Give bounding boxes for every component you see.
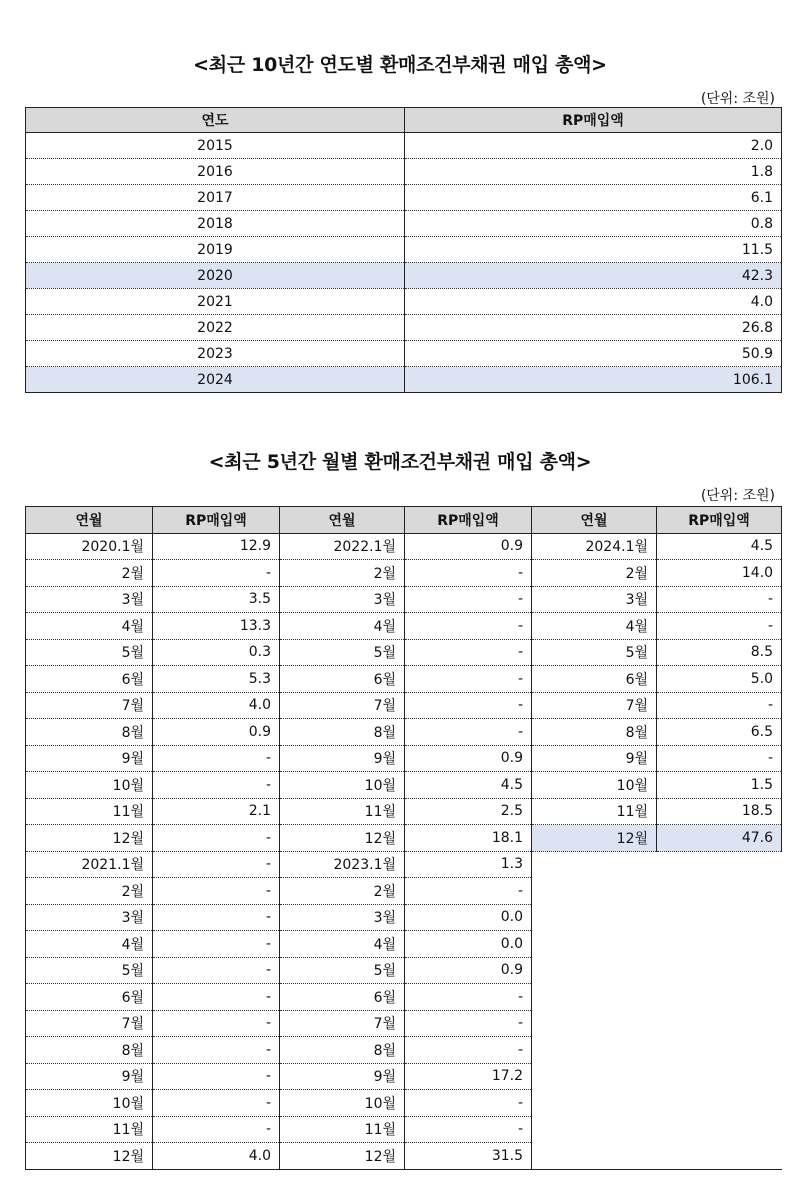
empty-cell [532, 1116, 657, 1143]
amount-cell: 1.8 [405, 159, 782, 185]
amount-cell: 2.1 [153, 798, 280, 825]
amount-cell: - [405, 984, 532, 1011]
table-row [26, 639, 782, 666]
month-cell: 4월 [26, 613, 153, 640]
table-row [26, 1090, 782, 1117]
month-cell: 2월 [26, 878, 153, 905]
amount-cell: 6.5 [657, 719, 782, 746]
amount-cell: - [153, 1010, 280, 1037]
table-row [26, 772, 782, 799]
amount-cell: 0.9 [405, 533, 532, 560]
amount-cell: - [405, 692, 532, 719]
month-cell: 3월 [26, 904, 153, 931]
amount-cell: 2.5 [405, 798, 532, 825]
empty-cell [657, 1010, 782, 1037]
column-header-amount: RP매입액 [405, 108, 782, 133]
empty-cell [657, 851, 782, 878]
month-cell: 10월 [280, 1090, 405, 1117]
amount-cell: - [405, 666, 532, 693]
month-cell: 12월 [280, 825, 405, 852]
table-row [26, 904, 782, 931]
empty-cell [657, 957, 782, 984]
month-cell: 6월 [532, 666, 657, 693]
month-cell: 5월 [532, 639, 657, 666]
amount-cell: 0.0 [405, 931, 532, 958]
empty-cell [657, 1063, 782, 1090]
amount-cell: 4.0 [153, 692, 280, 719]
empty-cell [532, 904, 657, 931]
empty-cell [532, 878, 657, 905]
table-row [26, 692, 782, 719]
month-cell: 12월 [26, 1143, 153, 1170]
amount-cell: - [153, 984, 280, 1011]
table-row [26, 315, 782, 341]
month-cell: 5월 [26, 957, 153, 984]
amount-cell: 12.9 [153, 533, 280, 560]
month-cell: 5월 [26, 639, 153, 666]
amount-cell: - [153, 745, 280, 772]
table-row [26, 133, 782, 159]
empty-cell [532, 957, 657, 984]
amount-cell: 8.5 [657, 639, 782, 666]
amount-cell: 0.9 [405, 745, 532, 772]
empty-cell [532, 931, 657, 958]
amount-cell: - [153, 904, 280, 931]
month-cell: 6월 [26, 984, 153, 1011]
table-row [26, 798, 782, 825]
month-cell: 12월 [26, 825, 153, 852]
month-cell: 11월 [280, 1116, 405, 1143]
amount-cell: 42.3 [405, 263, 782, 289]
empty-cell [657, 878, 782, 905]
month-cell: 3월 [280, 586, 405, 613]
amount-cell: 14.0 [657, 560, 782, 587]
table-row [26, 1143, 782, 1170]
amount-cell: - [405, 613, 532, 640]
empty-cell [657, 1037, 782, 1064]
amount-cell: - [405, 1010, 532, 1037]
month-cell: 5월 [280, 957, 405, 984]
table-row [26, 1116, 782, 1143]
month-cell: 8월 [532, 719, 657, 746]
amount-cell: - [657, 586, 782, 613]
month-cell: 7월 [280, 692, 405, 719]
month-cell: 8월 [280, 1037, 405, 1064]
year-cell: 2024 [26, 367, 405, 393]
table-row [26, 289, 782, 315]
month-cell: 2020.1월 [26, 533, 153, 560]
amount-cell: - [405, 1090, 532, 1117]
amount-cell: 4.0 [405, 289, 782, 315]
amount-cell: - [153, 560, 280, 587]
month-cell: 4월 [280, 613, 405, 640]
amount-cell: 1.5 [657, 772, 782, 799]
amount-cell: 5.3 [153, 666, 280, 693]
table-row [26, 341, 782, 367]
column-header-amount-3: RP매입액 [657, 507, 782, 534]
table-row [26, 931, 782, 958]
amount-cell: 47.6 [657, 825, 782, 852]
amount-cell: 2.0 [405, 133, 782, 159]
month-cell: 10월 [280, 772, 405, 799]
month-cell: 3월 [26, 586, 153, 613]
amount-cell: - [405, 719, 532, 746]
month-cell: 10월 [26, 1090, 153, 1117]
amount-cell: 0.0 [405, 904, 532, 931]
table-row [26, 984, 782, 1011]
month-cell: 6월 [280, 984, 405, 1011]
month-cell: 11월 [26, 1116, 153, 1143]
month-cell: 11월 [26, 798, 153, 825]
table-row [26, 237, 782, 263]
empty-cell [532, 984, 657, 1011]
column-header-amount-1: RP매입액 [153, 507, 280, 534]
amount-cell: 50.9 [405, 341, 782, 367]
amount-cell: - [657, 692, 782, 719]
month-cell: 3월 [280, 904, 405, 931]
year-cell: 2019 [26, 237, 405, 263]
amount-cell: - [153, 1063, 280, 1090]
month-cell: 12월 [532, 825, 657, 852]
year-cell: 2023 [26, 341, 405, 367]
month-cell: 11월 [280, 798, 405, 825]
table-row [26, 211, 782, 237]
column-header-amount-2: RP매입액 [405, 507, 532, 534]
title-yearly: <최근 10년간 연도별 환매조건부채권 매입 총액> [193, 54, 607, 76]
table-row [26, 560, 782, 587]
amount-cell: - [405, 639, 532, 666]
month-cell: 6월 [280, 666, 405, 693]
month-cell: 8월 [26, 719, 153, 746]
amount-cell: 0.9 [153, 719, 280, 746]
amount-cell: 18.1 [405, 825, 532, 852]
amount-cell: - [153, 1037, 280, 1064]
month-cell: 9월 [532, 745, 657, 772]
month-cell: 2월 [280, 560, 405, 587]
amount-cell: - [405, 1116, 532, 1143]
empty-cell [657, 1143, 782, 1170]
unit-label-monthly: (단위: 조원) [700, 488, 775, 504]
month-cell: 9월 [280, 1063, 405, 1090]
table-row [26, 533, 782, 560]
empty-cell [532, 1143, 657, 1170]
amount-cell: 4.0 [153, 1143, 280, 1170]
amount-cell: - [153, 1090, 280, 1117]
column-header-month-2: 연월 [280, 507, 405, 534]
amount-cell: - [405, 586, 532, 613]
amount-cell: 1.3 [405, 851, 532, 878]
title-monthly: <최근 5년간 월별 환매조건부채권 매입 총액> [208, 451, 592, 473]
year-cell: 2017 [26, 185, 405, 211]
year-cell: 2020 [26, 263, 405, 289]
empty-cell [532, 1090, 657, 1117]
amount-cell: 106.1 [405, 367, 782, 393]
month-cell: 9월 [26, 745, 153, 772]
table-row [26, 613, 782, 640]
amount-cell: - [153, 931, 280, 958]
month-cell: 7월 [26, 692, 153, 719]
month-cell: 12월 [280, 1143, 405, 1170]
table-row [26, 159, 782, 185]
amount-cell: - [153, 878, 280, 905]
month-cell: 7월 [26, 1010, 153, 1037]
month-cell: 10월 [532, 772, 657, 799]
amount-cell: - [405, 1037, 532, 1064]
month-cell: 9월 [280, 745, 405, 772]
month-cell: 8월 [26, 1037, 153, 1064]
amount-cell: 26.8 [405, 315, 782, 341]
amount-cell: 31.5 [405, 1143, 532, 1170]
empty-cell [532, 1037, 657, 1064]
year-cell: 2016 [26, 159, 405, 185]
month-cell: 2021.1월 [26, 851, 153, 878]
table-row [26, 745, 782, 772]
amount-cell: 3.5 [153, 586, 280, 613]
empty-cell [532, 1063, 657, 1090]
month-cell: 2024.1월 [532, 533, 657, 560]
month-cell: 4월 [26, 931, 153, 958]
amount-cell: - [405, 560, 532, 587]
amount-cell: - [153, 772, 280, 799]
amount-cell: - [153, 957, 280, 984]
month-cell: 10월 [26, 772, 153, 799]
amount-cell: - [657, 613, 782, 640]
month-cell: 11월 [532, 798, 657, 825]
month-cell: 2월 [532, 560, 657, 587]
year-cell: 2018 [26, 211, 405, 237]
table-row [26, 719, 782, 746]
month-cell: 8월 [280, 719, 405, 746]
amount-cell: 6.1 [405, 185, 782, 211]
empty-cell [657, 931, 782, 958]
year-cell: 2021 [26, 289, 405, 315]
amount-cell: 0.8 [405, 211, 782, 237]
column-header-year: 연도 [26, 108, 405, 133]
empty-cell [532, 1010, 657, 1037]
table-row [26, 185, 782, 211]
amount-cell: 4.5 [657, 533, 782, 560]
month-cell: 5월 [280, 639, 405, 666]
table-row [26, 851, 782, 878]
amount-cell: - [657, 745, 782, 772]
empty-cell [657, 1090, 782, 1117]
table-row [26, 367, 782, 393]
amount-cell: 4.5 [405, 772, 532, 799]
table-row [26, 825, 782, 852]
amount-cell: 0.9 [405, 957, 532, 984]
table-row [26, 1010, 782, 1037]
amount-cell: 18.5 [657, 798, 782, 825]
amount-cell: - [405, 878, 532, 905]
column-header-month-3: 연월 [532, 507, 657, 534]
amount-cell: - [153, 1116, 280, 1143]
table-row [26, 263, 782, 289]
amount-cell: 5.0 [657, 666, 782, 693]
month-cell: 9월 [26, 1063, 153, 1090]
month-cell: 2월 [26, 560, 153, 587]
monthly-table [25, 506, 782, 1170]
table-row [26, 586, 782, 613]
year-cell: 2022 [26, 315, 405, 341]
yearly-table [25, 107, 782, 393]
empty-cell [532, 851, 657, 878]
month-cell: 4월 [280, 931, 405, 958]
amount-cell: 17.2 [405, 1063, 532, 1090]
month-cell: 7월 [280, 1010, 405, 1037]
amount-cell: - [153, 851, 280, 878]
month-cell: 3월 [532, 586, 657, 613]
table-row [26, 878, 782, 905]
month-cell: 2023.1월 [280, 851, 405, 878]
table-row [26, 957, 782, 984]
amount-cell: 11.5 [405, 237, 782, 263]
month-cell: 7월 [532, 692, 657, 719]
month-cell: 2월 [280, 878, 405, 905]
table-row [26, 666, 782, 693]
amount-cell: - [153, 825, 280, 852]
month-cell: 6월 [26, 666, 153, 693]
amount-cell: 13.3 [153, 613, 280, 640]
amount-cell: 0.3 [153, 639, 280, 666]
month-cell: 2022.1월 [280, 533, 405, 560]
empty-cell [657, 984, 782, 1011]
empty-cell [657, 1116, 782, 1143]
table-row [26, 1037, 782, 1064]
unit-label-yearly: (단위: 조원) [700, 91, 775, 107]
year-cell: 2015 [26, 133, 405, 159]
table-row [26, 1063, 782, 1090]
empty-cell [657, 904, 782, 931]
column-header-month-1: 연월 [26, 507, 153, 534]
month-cell: 4월 [532, 613, 657, 640]
